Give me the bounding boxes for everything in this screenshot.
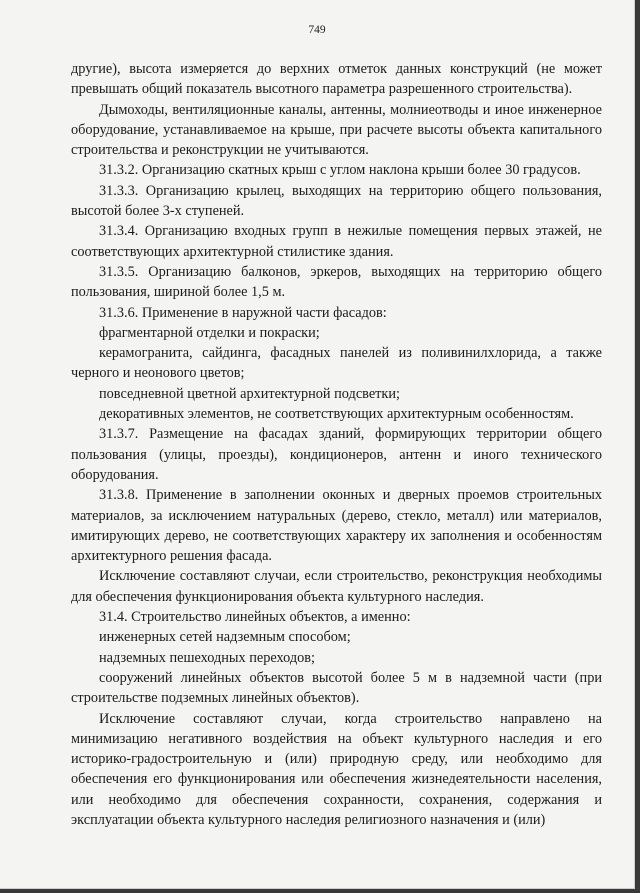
paragraph: 31.3.8. Применение в заполнении оконных и дверных проемов строительных материалов, за исключением натуральных (дерево, стекло, металл) или материалов, имитирующих дерево, не соответствующих характеру их заполнения и особенностям архитектурного решения фасада. xyxy=(71,487,602,565)
paragraph: 31.3.7. Размещение на фасадах зданий, формирующих территории общего пользования (улицы, проезды), кондиционеров, антенн и иного технического оборудования. xyxy=(71,426,602,483)
paragraph: 31.3.4. Организацию входных групп в нежилые помещения первых этажей, не соответствующих архитектурной стилистике здания. xyxy=(71,223,602,260)
list-item: фрагментарной отделки и покраски; xyxy=(99,324,320,341)
paragraph: 31.3.6. Применение в наружной части фасадов: xyxy=(99,304,387,321)
paragraph: 31.3.2. Организацию скатных крыш с углом наклона крыши более 30 градусов. xyxy=(99,162,581,179)
list-item: сооружений линейных объектов высотой более 5 м в надземной части (при строительстве подземных линейных объектов). xyxy=(71,669,602,707)
list-item: инженерных сетей надземным способом; xyxy=(99,629,351,646)
paragraph: 31.3.3. Организацию крылец, выходящих на территорию общего пользования, высотой более 3-х ступеней. xyxy=(71,182,602,220)
list-item: надземных пешеходных переходов; xyxy=(99,649,316,666)
paragraph: Дымоходы, вентиляционные каналы, антенны, молниеотводы и иное инженерное оборудование, устанавливаемое на крыше, при расчете высоты объекта капитального строительства и реконструкции не учитываются. xyxy=(71,101,602,159)
page-number: 749 xyxy=(308,24,326,36)
paragraph: 31.3.5. Организацию балконов, эркеров, выходящих на территорию общего пользования, шириной более 1,5 м. xyxy=(71,263,602,301)
list-item: керамогранита, сайдинга, фасадных панелей из поливинилхлорида, а также черного и неонового цветов; xyxy=(71,345,602,382)
list-item: декоративных элементов, не соответствующих архитектурным особенностям. xyxy=(99,406,574,423)
paragraph: другие), высота измеряется до верхних отметок данных конструкций (не может превышать общий показатель высотного параметра разрешенного строительства). xyxy=(71,61,602,98)
document-body xyxy=(71,59,602,830)
paragraph: 31.4. Строительство линейных объектов, а именно: xyxy=(99,609,411,626)
paragraph: Исключение составляют случаи, когда строительство направлено на минимизацию негативного воздействия на объект культурного наследия и его историко-градостроительную и (или) природную среду, или необходимо для обеспечения его функционирования или обеспечения жизнедеятельности населения, или необходимо для обеспечения сохранности, сохранения, содержания и эксплуатации объекта культурного наследия религиозного назначения и (или) xyxy=(71,710,602,828)
paragraph: Исключение составляют случаи, если строительство, реконструкция необходимы для обеспечения функционирования объекта культурного наследия. xyxy=(71,568,602,605)
list-item: повседневной цветной архитектурной подсветки; xyxy=(99,385,400,402)
